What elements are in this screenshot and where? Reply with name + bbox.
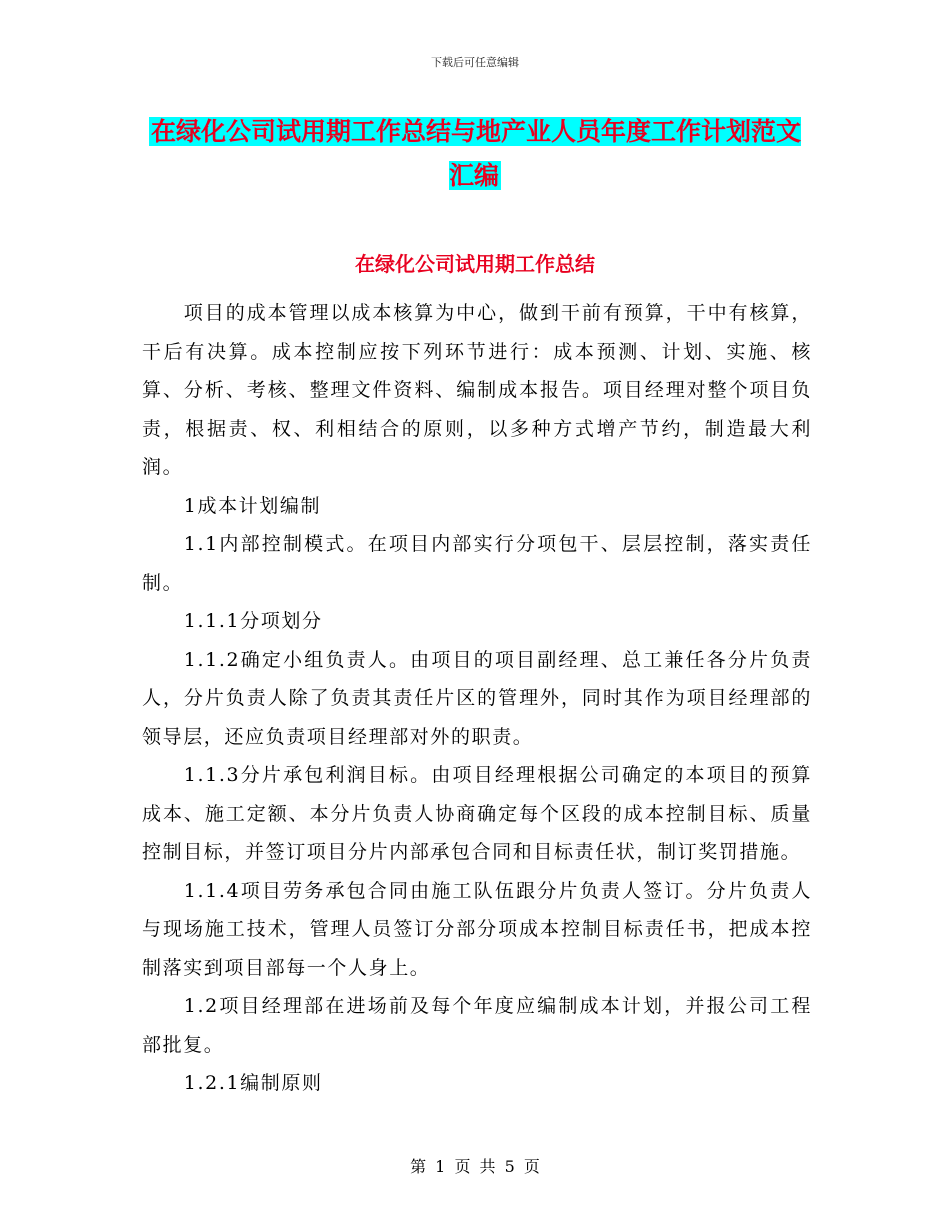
paragraph: 1.1.4项目劳务承包合同由施工队伍跟分片负责人签订。分片负责人与现场施工技术，管理人员签订分部分项成本控制目标责任书，把成本控制落实到项目部每一个人身上。 — [142, 879, 812, 979]
paragraph: 1.1.2确定小组负责人。由项目的项目副经理、总工兼任各分片负责人，分片负责人除了负责其责任片区的管理外，同时其作为项目经理部的领导层，还应负责项目经理部对外的职责。 — [142, 648, 812, 748]
paragraph: 1.1.1分项划分 — [183, 610, 323, 632]
paragraph: 项目的成本管理以成本核算为中心，做到干前有预算，干中有核算，干后有决算。成本控制应按下列环节进行：成本预测、计划、实施、核算、分析、考核、整理文件资料、编制成本报告。项目经理对整个项目负责，根据责、权、利相结合的原则，以多种方式增产节约，制造最大利润。 — [142, 302, 812, 478]
paragraph: 1.1内部控制模式。在项目内部实行分项包干、层层控制，落实责任制。 — [142, 533, 812, 594]
section-subtitle: 在绿化公司试用期工作总结 — [355, 252, 595, 276]
paragraph: 1.2.1编制原则 — [183, 1072, 323, 1094]
paragraph: 1.2项目经理部在进场前及每个年度应编制成本计划，并报公司工程部批复。 — [142, 995, 812, 1056]
page-footer: 第 1 页 共 5 页 — [410, 1157, 540, 1176]
body-text — [142, 294, 812, 1103]
document-title-text: 在绿化公司试用期工作总结与地产业人员年度工作计划范文汇编 — [150, 117, 801, 190]
document-title — [140, 110, 810, 198]
header-note: 下载后可任意编辑 — [431, 56, 519, 69]
paragraph: 1成本计划编制 — [183, 494, 322, 517]
paragraph: 1.1.3分片承包利润目标。由项目经理根据公司确定的本项目的预算成本、施工定额、本分片负责人协商确定每个区段的成本控制目标、质量控制目标，并签订项目分片内部承包合同和目标责任状，制订奖罚措施。 — [142, 764, 812, 863]
